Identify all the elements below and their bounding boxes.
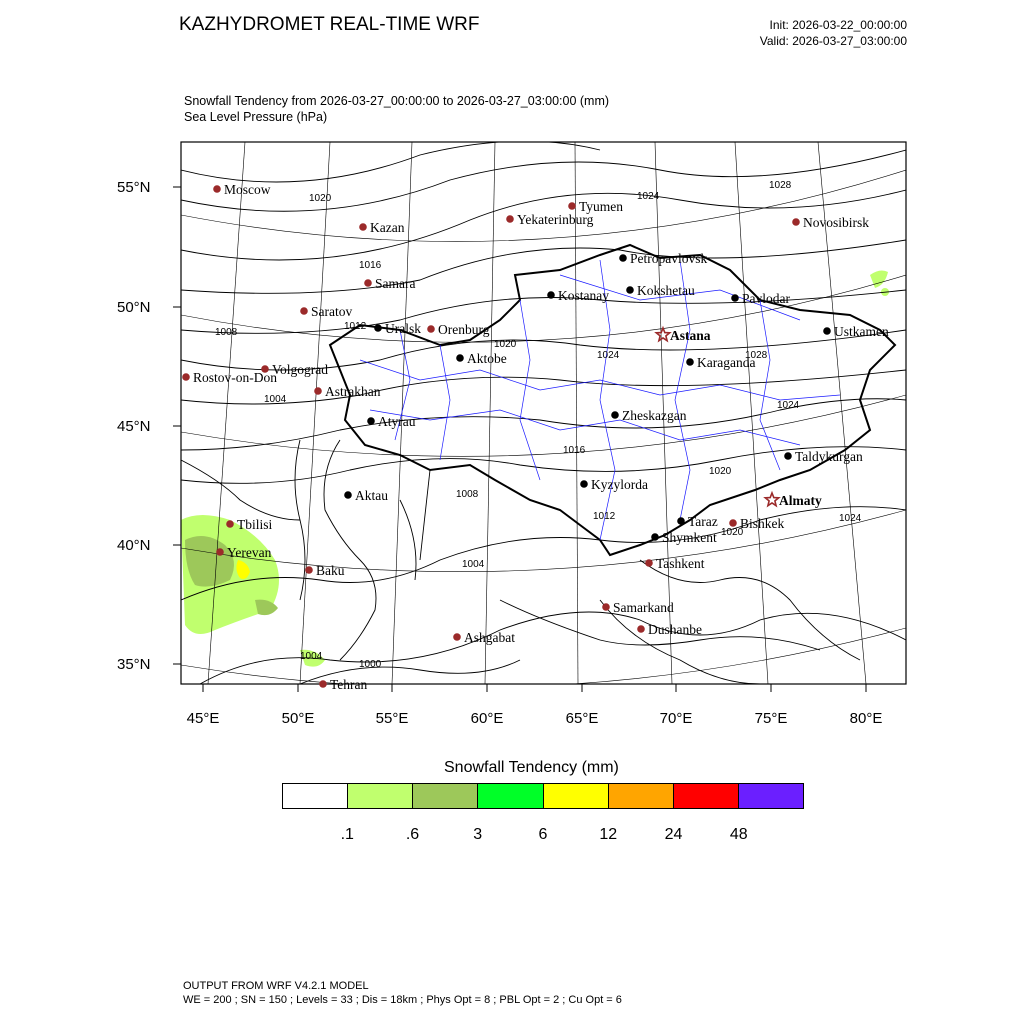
city-label: Ustkamen — [834, 324, 889, 339]
lat-labels — [117, 179, 151, 673]
city-marker-icon — [319, 680, 327, 688]
city-label: Samara — [375, 276, 416, 291]
isobar-label: 1020 — [709, 466, 732, 477]
city-marker-icon — [729, 519, 737, 527]
city-marker-icon — [344, 491, 352, 499]
colorbar-tick-label: 24 — [664, 826, 683, 843]
isobar-label: 1020 — [721, 527, 744, 538]
city-astrakhan — [314, 384, 381, 399]
colorbar-swatch — [348, 784, 413, 808]
lon-label: 50°E — [281, 710, 315, 727]
city-marker-icon — [568, 202, 576, 210]
city-aktau — [344, 488, 388, 503]
city-zheskazgan — [611, 408, 687, 423]
city-tashkent — [645, 556, 705, 571]
field-subtitle-pressure: Sea Level Pressure (hPa) — [184, 110, 328, 124]
city-marker-icon — [637, 625, 645, 633]
city-marker-icon — [784, 452, 792, 460]
city-marker-icon — [226, 520, 234, 528]
city-kyzylorda — [580, 477, 648, 492]
city-label: Saratov — [311, 304, 353, 319]
colorbar-swatch — [478, 784, 543, 808]
city-label: Yerevan — [227, 545, 272, 560]
axis-ticks — [173, 187, 866, 692]
lat-label: 35°N — [117, 656, 151, 673]
city-marker-icon — [182, 373, 190, 381]
lat-label: 55°N — [117, 179, 151, 196]
city-marker-icon — [359, 223, 367, 231]
city-label: Aktobe — [467, 351, 507, 366]
city-tehran — [319, 677, 367, 692]
city-samara — [364, 276, 415, 291]
city-label: Pavlodar — [742, 291, 790, 306]
city-label: Zheskazgan — [622, 408, 687, 423]
colorbar — [282, 783, 804, 809]
isobar-label: 1016 — [359, 260, 382, 271]
isobar-label: 1020 — [309, 193, 332, 204]
city-marker-icon — [453, 633, 461, 641]
isobar-label: 1016 — [563, 445, 586, 456]
city-petropavlovsk — [619, 251, 707, 266]
isobar-label: 1004 — [300, 651, 323, 662]
city-label: Tyumen — [579, 199, 624, 214]
colorbar-swatch — [609, 784, 674, 808]
city-pavlodar — [731, 291, 790, 306]
city-label: Kazan — [370, 220, 405, 235]
city-marker-icon — [731, 294, 739, 302]
colorbar-tick-label: 12 — [599, 826, 618, 843]
city-label: Baku — [316, 563, 345, 578]
city-label: Kokshetau — [637, 283, 695, 298]
colorbar-tick-label: 48 — [729, 826, 748, 843]
lon-label: 75°E — [754, 710, 788, 727]
lon-label: 60°E — [470, 710, 504, 727]
isobar-label: 1028 — [769, 180, 792, 191]
isobar-label: 1000 — [359, 659, 382, 670]
isobar-label: 1024 — [597, 350, 620, 361]
colorbar-swatch — [283, 784, 348, 808]
city-label: Atyrau — [378, 414, 416, 429]
city-marker-icon — [506, 215, 514, 223]
colorbar-tick-label: .1 — [340, 826, 354, 843]
city-label: Kyzylorda — [591, 477, 648, 492]
city-marker-icon — [651, 533, 659, 541]
city-label: Kostanay — [558, 288, 609, 303]
lon-label: 65°E — [565, 710, 599, 727]
city-taldykurgan — [784, 449, 863, 464]
snowfall-shading — [181, 271, 889, 667]
city-marker-icon — [686, 358, 694, 366]
city-label: Taraz — [688, 514, 718, 529]
isobar-labels — [215, 180, 862, 670]
city-taraz — [677, 514, 718, 529]
isobar-label: 1012 — [344, 321, 367, 332]
city-label: Moscow — [224, 182, 271, 197]
colorbar-tick-label: 6 — [538, 826, 548, 843]
city-label: Uralsk — [385, 321, 421, 336]
lat-label: 50°N — [117, 299, 151, 316]
city-label: Shymkent — [662, 530, 717, 545]
isobar-label: 1024 — [637, 191, 660, 202]
city-marker-icon — [305, 566, 313, 574]
colorbar-title: Snowfall Tendency (mm) — [444, 759, 619, 776]
city-novosibirsk — [792, 215, 869, 230]
city-astana — [656, 328, 710, 343]
city-karaganda — [686, 355, 755, 370]
lon-labels — [187, 710, 883, 727]
lon-label: 45°E — [186, 710, 220, 727]
city-marker-icon — [213, 185, 221, 193]
city-marker-icon — [580, 480, 588, 488]
lat-label: 45°N — [117, 418, 151, 435]
capital-star-icon — [656, 328, 669, 341]
lon-label: 55°E — [375, 710, 409, 727]
isobar-label: 1024 — [777, 400, 800, 411]
isobar-label: 1008 — [456, 489, 479, 500]
city-label: Orenburg — [438, 322, 490, 337]
city-label: Volgograd — [272, 362, 328, 377]
city-ustkamen — [823, 324, 889, 339]
colorbar-swatch — [739, 784, 803, 808]
lat-label: 40°N — [117, 537, 151, 554]
colorbar-tick-label: 3 — [473, 826, 483, 843]
city-aktobe — [456, 351, 507, 366]
city-label: Tehran — [330, 677, 368, 692]
city-marker-icon — [216, 548, 224, 556]
city-label: Novosibirsk — [803, 215, 870, 230]
city-marker-icon — [364, 279, 372, 287]
isobar-label: 1008 — [215, 327, 238, 338]
city-moscow — [213, 182, 271, 197]
city-label: Dushanbe — [648, 622, 702, 637]
city-marker-icon — [547, 291, 555, 299]
valid-time: Valid: 2026-03-27_03:00:00 — [759, 34, 907, 48]
city-shymkent — [651, 530, 717, 545]
city-marker-icon — [823, 327, 831, 335]
city-label: Karaganda — [697, 355, 756, 370]
city-ashgabat — [453, 630, 515, 645]
lon-label: 70°E — [659, 710, 693, 727]
colorbar-swatch — [413, 784, 478, 808]
city-marker-icon — [619, 254, 627, 262]
isobar-label: 1020 — [494, 339, 517, 350]
isobar-label: 1012 — [593, 511, 616, 522]
city-marker-icon — [611, 411, 619, 419]
colorbar-swatch — [544, 784, 609, 808]
city-samarkand — [602, 600, 674, 615]
isobar-label: 1004 — [264, 394, 287, 405]
city-orenburg — [427, 322, 490, 337]
page-title: KAZHYDROMET REAL-TIME WRF — [179, 14, 480, 35]
city-marker-icon — [626, 286, 634, 294]
city-label: Astrakhan — [325, 384, 381, 399]
city-dushanbe — [637, 622, 702, 637]
city-label: Samarkand — [613, 600, 674, 615]
city-marker-icon — [314, 387, 322, 395]
city-rostov-on-don — [182, 370, 277, 385]
city-saratov — [300, 304, 352, 319]
colorbar-tick-label: .6 — [405, 826, 420, 843]
city-kazan — [359, 220, 405, 235]
city-marker-icon — [427, 325, 435, 333]
city-label: Astana — [670, 328, 711, 343]
city-kostanay — [547, 288, 609, 303]
city-label: Rostov-on-Don — [193, 370, 277, 385]
city-marker-icon — [374, 324, 382, 332]
city-label: Taldykurgan — [795, 449, 863, 464]
city-marker-icon — [300, 307, 308, 315]
init-time: Init: 2026-03-22_00:00:00 — [769, 18, 907, 32]
city-label: Tashkent — [656, 556, 705, 571]
capital-star-icon — [765, 493, 778, 506]
city-label: Almaty — [779, 493, 822, 508]
city-marker-icon — [792, 218, 800, 226]
city-kokshetau — [626, 283, 695, 298]
city-atyrau — [367, 414, 416, 429]
city-yekaterinburg — [506, 212, 593, 227]
city-label: Yekaterinburg — [517, 212, 594, 227]
colorbar-swatch — [674, 784, 739, 808]
city-label: Petropavlovsk — [630, 251, 708, 266]
model-info: OUTPUT FROM WRF V4.2.1 MODEL — [183, 980, 369, 992]
isobar-label: 1024 — [839, 513, 862, 524]
city-marker-icon — [645, 559, 653, 567]
lon-label: 80°E — [849, 710, 883, 727]
city-label: Bishkek — [740, 516, 785, 531]
city-almaty — [765, 493, 822, 508]
isobar-label: 1028 — [745, 350, 768, 361]
field-subtitle-snowfall: Snowfall Tendency from 2026-03-27_00:00:00 to 2026-03-27_03:00:00 (mm) — [184, 94, 610, 108]
city-label: Ashgabat — [464, 630, 515, 645]
model-config: WE = 200 ; SN = 150 ; Levels = 33 ; Dis = 18km ; Phys Opt = 8 ; PBL Opt = 2 ; Cu Opt = 6 — [183, 994, 622, 1006]
city-marker-icon — [677, 517, 685, 525]
city-marker-icon — [367, 417, 375, 425]
city-label: Tbilisi — [237, 517, 273, 532]
city-marker-icon — [456, 354, 464, 362]
city-label: Aktau — [355, 488, 388, 503]
city-marker-icon — [602, 603, 610, 611]
isobar-label: 1004 — [462, 559, 485, 570]
